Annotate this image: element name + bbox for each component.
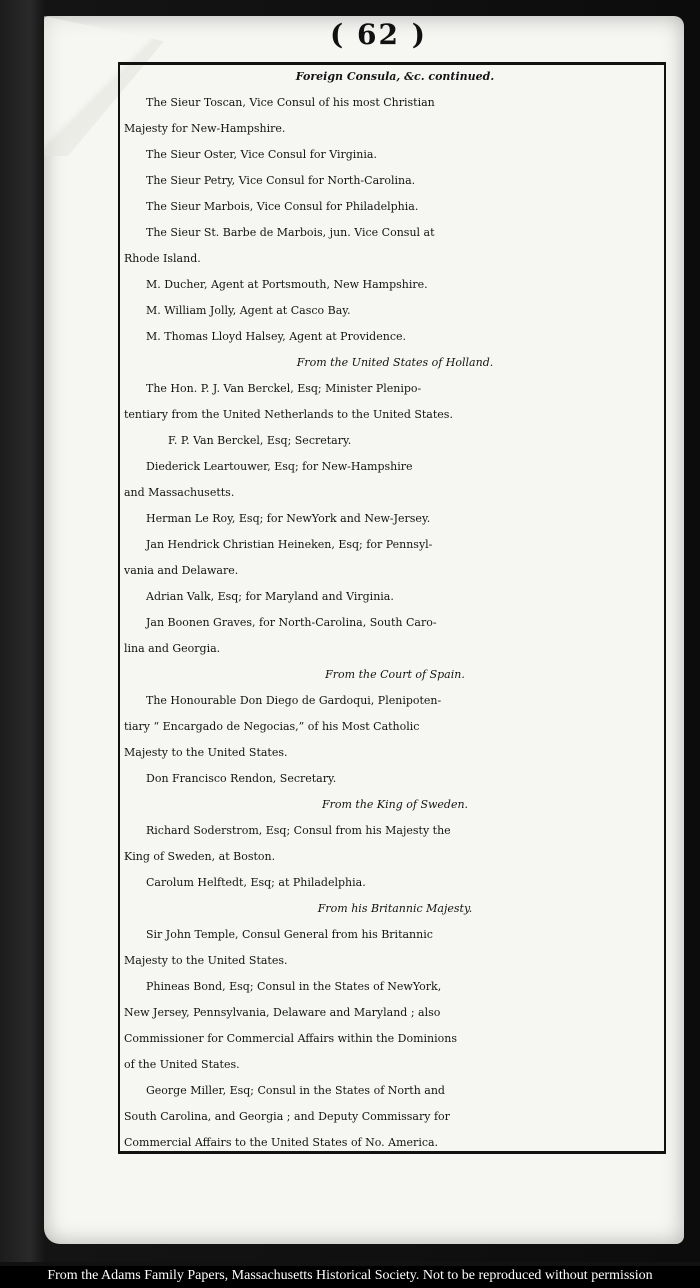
text-line: Phineas Bond, Esq; Consul in the States of NewYork, <box>146 980 442 993</box>
text-line: Majesty to the United States. <box>124 954 288 967</box>
text-line: The Sieur Marbois, Vice Consul for Philadelphia. <box>146 200 419 213</box>
text-line: Sir John Temple, Consul General from his Britannic <box>146 928 433 941</box>
text-line: Richard Soderstrom, Esq; Consul from his Majesty the <box>146 824 451 837</box>
text-line: M. Thomas Lloyd Halsey, Agent at Providence. <box>146 330 406 343</box>
text-line: The Sieur Toscan, Vice Consul of his most Christian <box>146 96 435 109</box>
text-line: Rhode Island. <box>124 252 201 265</box>
subheading: From his Britannic Majesty. <box>317 902 473 915</box>
text-line: George Miller, Esq; Consul in the States of North and <box>146 1084 445 1097</box>
text-line: King of Sweden, at Boston. <box>124 850 276 863</box>
text-line: Carolum Helftedt, Esq; at Philadelphia. <box>146 876 366 889</box>
text-line: South Carolina, and Georgia ; and Deputy Commissary for <box>124 1110 450 1123</box>
text-line: of the United States. <box>124 1058 240 1071</box>
copyright-footer: From the Adams Family Papers, Massachusetts Historical Society. Not to be reproduced without permission <box>0 1266 700 1288</box>
text-line: F. P. Van Berckel, Esq; Secretary. <box>168 434 352 447</box>
text-line: Herman Le Roy, Esq; for NewYork and New-Jersey. <box>146 512 431 525</box>
text-line: Adrian Valk, Esq; for Maryland and Virginia. <box>146 590 394 603</box>
text-line: New Jersey, Pennsylvania, Delaware and Maryland ; also <box>124 1006 441 1019</box>
subheading: From the Court of Spain. <box>325 668 465 681</box>
text-line: Majesty for New-Hampshire. <box>124 122 286 135</box>
text-line: Jan Hendrick Christian Heineken, Esq; for Pennsyl- <box>146 538 433 551</box>
text-line: vania and Delaware. <box>124 564 239 577</box>
text-line: The Sieur Oster, Vice Consul for Virginia. <box>146 148 377 161</box>
text-line: tentiary from the United Netherlands to the United States. <box>124 408 453 421</box>
text-line: Don Francisco Rendon, Secretary. <box>146 772 337 785</box>
text-line: Commercial Affairs to the United States of No. America. <box>124 1136 439 1149</box>
text-line: Majesty to the United States. <box>124 746 288 759</box>
text-line: Diederick Leartouwer, Esq; for New-Hampshire <box>146 460 413 473</box>
text-line: Jan Boonen Graves, for North-Carolina, South Caro- <box>146 616 437 629</box>
page-text <box>124 64 666 1156</box>
subheading: From the United States of Holland. <box>296 356 494 369</box>
section-heading: Foreign Consula, &c. continued. <box>295 70 495 83</box>
text-line: Commissioner for Commercial Affairs within the Dominions <box>124 1032 458 1045</box>
text-line: M. Ducher, Agent at Portsmouth, New Hampshire. <box>146 278 428 291</box>
text-line: The Sieur St. Barbe de Marbois, jun. Vice Consul at <box>146 226 435 239</box>
text-line: and Massachusetts. <box>124 486 235 499</box>
subheading: From the King of Sweden. <box>321 798 469 811</box>
text-line: The Honourable Don Diego de Gardoqui, Plenipoten- <box>146 694 442 707</box>
text-line: The Sieur Petry, Vice Consul for North-Carolina. <box>146 174 416 187</box>
text-line: The Hon. P. J. Van Berckel, Esq; Minister Plenipo- <box>146 382 422 395</box>
page-number: ( 62 ) <box>330 18 427 51</box>
text-line: M. William Jolly, Agent at Casco Bay. <box>146 304 351 317</box>
text-line: lina and Georgia. <box>124 642 221 655</box>
text-line: tiary “ Encargado de Negocias,” of his Most Catholic <box>124 720 420 733</box>
